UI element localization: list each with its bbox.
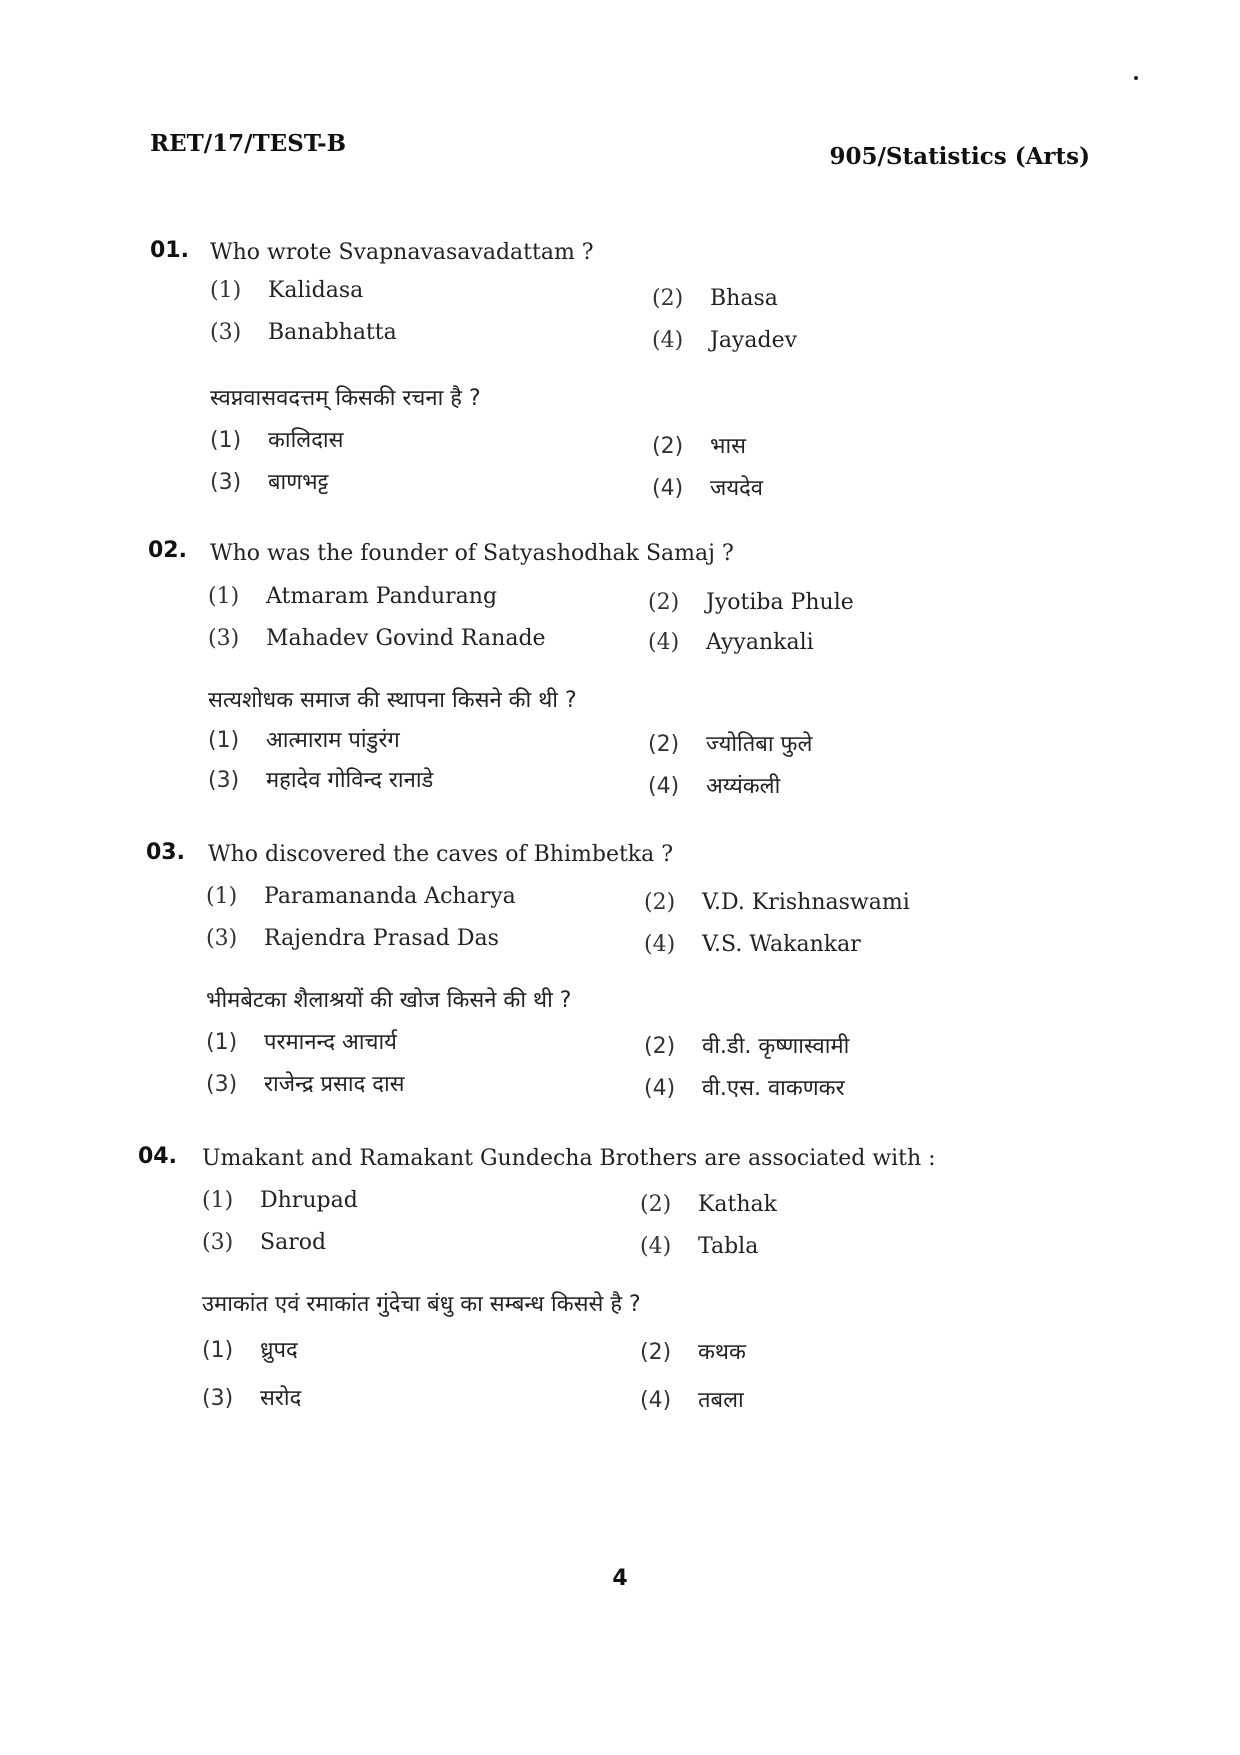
option-index: (3)	[202, 1230, 234, 1255]
option-3-hi	[202, 1382, 301, 1412]
question-number: 03.	[146, 840, 185, 865]
question-number: 04.	[138, 1144, 177, 1169]
option-text: राजेन्द्र प्रसाद दास	[264, 1072, 405, 1097]
option-4-hi	[640, 1384, 744, 1414]
option-4-en	[644, 932, 861, 957]
option-index: (1)	[208, 584, 240, 609]
option-index: (1)	[206, 884, 238, 909]
option-text: Ayyankali	[706, 630, 814, 655]
option-index: (4)	[644, 932, 676, 957]
option-text: कालिदास	[268, 428, 344, 453]
option-index: (4)	[648, 630, 680, 655]
option-text: Jayadev	[710, 328, 798, 353]
option-text: Jyotiba Phule	[706, 590, 854, 615]
option-index: (1)	[208, 728, 240, 753]
option-index: (4)	[652, 476, 684, 501]
question-text-hi: भीमबेटका शैलाश्रयों की खोज किसने की थी ?	[206, 988, 572, 1013]
option-text: वी.डी. कृष्णास्वामी	[702, 1034, 850, 1059]
option-3-en	[202, 1230, 326, 1255]
question-number: 02.	[148, 538, 187, 563]
option-index: (2)	[652, 286, 684, 311]
option-index: (1)	[202, 1188, 234, 1213]
option-1-en	[202, 1188, 358, 1213]
option-text: Rajendra Prasad Das	[264, 926, 499, 951]
question-text-hi: सत्यशोधक समाज की स्थापना किसने की थी ?	[208, 688, 577, 713]
option-text: ज्योतिबा फुले	[706, 732, 813, 757]
option-index: (3)	[206, 1072, 238, 1097]
option-4-hi	[652, 472, 763, 502]
option-text: ध्रुपद	[260, 1338, 298, 1363]
option-4-hi	[644, 1072, 845, 1102]
option-3-hi	[208, 764, 433, 794]
option-text: जयदेव	[710, 476, 763, 501]
option-1-hi	[208, 724, 400, 754]
option-index: (4)	[640, 1234, 672, 1259]
option-text: कथक	[698, 1340, 746, 1365]
option-index: (3)	[206, 926, 238, 951]
scan-dot	[1134, 76, 1138, 80]
option-text: अय्यंकली	[706, 774, 781, 799]
option-4-hi	[648, 770, 780, 800]
option-4-en	[652, 328, 797, 353]
option-text: Kathak	[698, 1192, 778, 1217]
option-4-en	[640, 1234, 758, 1259]
option-3-hi	[206, 1068, 405, 1098]
option-text: भास	[710, 434, 747, 459]
option-text: V.S. Wakankar	[702, 932, 861, 957]
option-3-hi	[210, 466, 328, 496]
option-text: बाणभट्ट	[268, 470, 329, 495]
option-text: Paramananda Acharya	[264, 884, 516, 909]
option-2-en	[640, 1192, 777, 1217]
option-2-hi	[648, 728, 812, 758]
option-4-en	[648, 630, 814, 655]
option-text: Mahadev Govind Ranade	[266, 626, 546, 651]
option-2-en	[652, 286, 778, 311]
page-number: 4	[612, 1566, 628, 1591]
question-text-en: Umakant and Ramakant Gundecha Brothers are associated with :	[202, 1146, 936, 1171]
option-2-en	[648, 590, 854, 615]
test-code: RET/17/TEST-B	[150, 130, 347, 157]
option-text: वी.एस. वाकणकर	[702, 1076, 845, 1101]
question-text-en: Who wrote Svapnavasavadattam ?	[210, 240, 594, 265]
option-1-en	[208, 584, 497, 609]
option-index: (1)	[210, 428, 242, 453]
option-1-hi	[206, 1026, 397, 1056]
option-3-en	[206, 926, 499, 951]
question-text-en: Who discovered the caves of Bhimbetka ?	[208, 842, 674, 867]
option-text: Kalidasa	[268, 278, 364, 303]
option-index: (1)	[206, 1030, 238, 1055]
option-2-en	[644, 890, 910, 915]
option-text: परमानन्द आचार्य	[264, 1030, 397, 1055]
option-text: महादेव गोविन्द रानाडे	[266, 768, 434, 793]
option-2-hi	[644, 1030, 849, 1060]
option-index: (2)	[648, 732, 680, 757]
option-text: तबला	[698, 1388, 744, 1413]
option-index: (1)	[202, 1338, 234, 1363]
option-index: (3)	[210, 320, 242, 345]
option-text: Dhrupad	[260, 1188, 358, 1213]
option-text: Bhasa	[710, 286, 778, 311]
option-text: Tabla	[698, 1234, 759, 1259]
option-index: (3)	[208, 626, 240, 651]
option-index: (4)	[644, 1076, 676, 1101]
option-index: (3)	[208, 768, 240, 793]
option-index: (2)	[640, 1192, 672, 1217]
question-number: 01.	[150, 238, 189, 263]
option-index: (2)	[652, 434, 684, 459]
option-2-hi	[652, 430, 746, 460]
option-index: (4)	[640, 1388, 672, 1413]
option-index: (2)	[644, 1034, 676, 1059]
option-3-en	[210, 320, 397, 345]
option-index: (4)	[652, 328, 684, 353]
option-1-en	[206, 884, 516, 909]
subject-code: 905/Statistics (Arts)	[829, 143, 1090, 170]
option-text: Sarod	[260, 1230, 327, 1255]
question-text-hi: उमाकांत एवं रमाकांत गुंदेचा बंधु का सम्बन्ध किससे है ?	[202, 1292, 641, 1317]
option-index: (1)	[210, 278, 242, 303]
option-index: (2)	[644, 890, 676, 915]
option-text: Atmaram Pandurang	[266, 584, 498, 609]
question-text-hi: स्वप्नवासवदत्तम् किसकी रचना है ?	[210, 386, 481, 411]
option-index: (2)	[640, 1340, 672, 1365]
option-text: V.D. Krishnaswami	[702, 890, 910, 915]
option-index: (3)	[210, 470, 242, 495]
option-text: सरोद	[260, 1386, 302, 1411]
option-index: (4)	[648, 774, 680, 799]
option-1-hi	[210, 424, 343, 454]
option-text: Banabhatta	[268, 320, 397, 345]
option-index: (2)	[648, 590, 680, 615]
option-text: आत्माराम पांडुरंग	[266, 728, 400, 753]
option-3-en	[208, 626, 546, 651]
option-1-en	[210, 278, 363, 303]
option-1-hi	[202, 1334, 298, 1364]
option-2-hi	[640, 1336, 746, 1366]
question-text-en: Who was the founder of Satyashodhak Samaj ?	[210, 541, 734, 566]
option-index: (3)	[202, 1386, 234, 1411]
